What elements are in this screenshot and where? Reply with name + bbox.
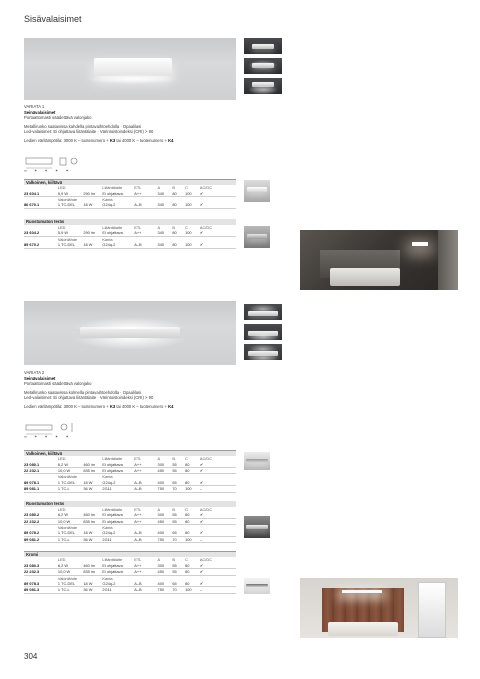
table-cell: 80 xyxy=(185,569,200,575)
product-1-material: Metallirunko saatavissa kahdella pintavaihtoehdolla · Opaalilasi xyxy=(24,123,142,129)
product-code: 89 081.1 xyxy=(24,486,58,492)
table-cell: B xyxy=(172,185,175,191)
table-cell: 80 xyxy=(185,480,200,486)
table-cell: 100 xyxy=(185,486,200,492)
product-2-material: Metallirunko saatavissa kolmella pintavaihtoehdolla · Opaalilasi xyxy=(24,389,142,395)
table-cell: 55 xyxy=(172,512,185,518)
table-cell: C xyxy=(185,185,188,191)
table-cell: ETL xyxy=(134,225,142,230)
table-cell: Ei ohjattava xyxy=(102,512,134,518)
table-row xyxy=(24,536,236,542)
table-cell: 100 xyxy=(185,230,200,236)
product-2-detail-2 xyxy=(244,516,270,538)
table-cell: 750 xyxy=(158,587,173,593)
table-cell: 2G11 xyxy=(102,587,134,593)
product-1-color-temp: Ledien värilämpötila: 3000 K – tuotenumero + K3 tai 4000 K – tuotenumero + K4 xyxy=(24,137,174,143)
table-cell: 300 xyxy=(158,512,173,518)
table-cell: Ei ohjattava xyxy=(102,563,134,569)
table-cell: AC/DC xyxy=(199,506,213,512)
table-cell: 835 lm xyxy=(83,468,102,474)
product-1-desc: Portaattomasti säädettävä valonjako xyxy=(24,115,92,121)
table-cell: 80 xyxy=(172,191,185,197)
finish-band: Valkoinen, kiiltävä xyxy=(24,180,236,186)
product-2-hero-image xyxy=(24,301,236,365)
table-row xyxy=(24,486,236,492)
table-cell: A–B xyxy=(134,202,157,208)
table-cell: Kanta xyxy=(102,474,113,480)
table-cell: 6,2 W xyxy=(58,462,83,468)
table-cell: Kanta xyxy=(102,525,113,531)
table-cell: Liitäntälaite xyxy=(102,225,123,230)
product-2-thumb-3 xyxy=(244,344,282,360)
table-cell: LED xyxy=(57,506,66,512)
table-cell: 750 xyxy=(158,486,173,492)
table-cell: 55 xyxy=(172,569,185,575)
product-code: 89 078.2 xyxy=(24,530,58,536)
table-cell: 55 xyxy=(172,563,185,569)
table-cell: 340 xyxy=(158,230,173,236)
product-2-detail-1 xyxy=(244,452,270,470)
table-cell: Ei ohjattava xyxy=(102,462,134,468)
finish-band: Ruostumaton teräs xyxy=(24,219,236,225)
table-cell: G24q-2 xyxy=(102,581,134,587)
table-cell: AC/DC xyxy=(199,225,213,230)
table-cell: ✔ xyxy=(200,512,236,518)
table-cell: A++ xyxy=(134,468,157,474)
table-cell: A–B xyxy=(134,530,157,536)
table-cell: 400 xyxy=(158,530,173,536)
product-code: 86 670.1 xyxy=(24,202,58,208)
table-cell: Liitäntälaite xyxy=(102,185,123,191)
table-cell: 80 xyxy=(185,581,200,587)
product-code: 23 080.3 xyxy=(24,563,58,569)
table-cell: LED xyxy=(57,225,66,230)
table-cell: 36 W xyxy=(83,587,102,593)
table-cell: LED xyxy=(57,557,66,563)
product-1-led: Led-valaisimet: Ei ohjattava liitäntälaite · Värintoistoindeksi (CRI) > 90 xyxy=(24,129,154,135)
table-cell: 80 xyxy=(185,563,200,569)
product-1-thumb-1 xyxy=(244,38,282,54)
table-cell: ✔ xyxy=(200,191,236,197)
wall-lamp-glow-top xyxy=(72,317,188,329)
product-1-name: VARIATA 1 xyxy=(24,104,45,109)
table-cell: AC/DC xyxy=(199,557,213,563)
table-cell: B xyxy=(172,456,175,462)
table-cell: Liitäntälaite xyxy=(102,557,123,563)
table-cell: A–B xyxy=(134,536,157,542)
table-cell: ✔ xyxy=(200,230,236,236)
table-cell: 55 xyxy=(172,518,185,524)
product-code: 89 081.2 xyxy=(24,536,58,542)
product-2-thumb-2 xyxy=(244,324,282,340)
table-cell: A–B xyxy=(134,242,157,248)
table-cell: ✔ xyxy=(200,462,236,468)
table-cell: 100 xyxy=(185,202,200,208)
table-cell: ETL xyxy=(134,506,142,512)
product-code: 23 604.2 xyxy=(24,230,58,236)
table-cell: A xyxy=(157,506,161,512)
table-cell: 835 lm xyxy=(83,569,102,575)
table-cell: Ei ohjattava xyxy=(102,230,134,236)
product-2-thumb-1 xyxy=(244,304,282,320)
product-1-spec-tables xyxy=(24,179,236,249)
table-cell: 18 W xyxy=(83,202,102,208)
table-cell: 290 lm xyxy=(83,230,102,236)
table-cell: 80 xyxy=(185,462,200,468)
table-cell: AC/DC xyxy=(199,185,213,191)
table-cell: 80 xyxy=(185,518,200,524)
product-1-description xyxy=(24,104,174,144)
finish-band: Ruostumaton teräs xyxy=(24,501,236,507)
table-cell: A++ xyxy=(134,569,157,575)
table-cell: 80 xyxy=(185,468,200,474)
spec-table xyxy=(24,557,236,593)
finish-band: Kromi xyxy=(24,552,236,558)
table-cell: 100 xyxy=(185,587,200,593)
table-row xyxy=(24,202,236,208)
wall-lamp-glow-bottom xyxy=(72,338,188,350)
table-cell: – xyxy=(200,587,236,593)
table-cell: LED xyxy=(57,456,66,462)
product-code: 22 232.2 xyxy=(24,518,58,524)
table-cell: – xyxy=(200,536,236,542)
table-cell: A xyxy=(157,225,161,230)
wall-lamp-light xyxy=(86,74,180,84)
table-cell: ETL xyxy=(134,456,142,462)
table-cell: 340 xyxy=(158,191,173,197)
table-cell: ✔ xyxy=(200,530,236,536)
product-2-desc: Portaattomasti säädettävä valonjako xyxy=(24,381,92,387)
table-cell: 65 xyxy=(172,581,185,587)
table-cell: 300 xyxy=(158,563,173,569)
product-2-color-temp: Ledien värilämpötila: 3000 K – tuotenumero + K3 tai 4000 K – tuotenumero + K4 xyxy=(24,403,174,409)
table-cell: ✔ xyxy=(200,468,236,474)
table-cell: 1 TC-L xyxy=(58,536,83,542)
product-code: 89 078.1 xyxy=(24,480,58,486)
table-cell: A–B xyxy=(134,486,157,492)
table-cell: 450 xyxy=(158,518,173,524)
table-cell: 400 xyxy=(158,581,173,587)
product-2-legend-symbols: ∞ ✶ ✶ ✶ ✶ xyxy=(24,434,72,439)
product-code: 22 232.1 xyxy=(24,468,58,474)
table-cell: 70 xyxy=(172,536,185,542)
product-2-detail-3 xyxy=(244,578,270,594)
product-code: 89 078.3 xyxy=(24,581,58,587)
table-cell: 80 xyxy=(185,512,200,518)
spec-table xyxy=(24,225,236,249)
table-cell: C xyxy=(185,456,188,462)
product-1-type: Seinävalaisimet xyxy=(24,109,56,115)
table-cell: AC/DC xyxy=(199,456,213,462)
table-cell: – xyxy=(200,486,236,492)
product-1-thumb-2 xyxy=(244,58,282,74)
table-cell: A++ xyxy=(134,563,157,569)
product-1-thumb-3 xyxy=(244,78,282,94)
product-2-type: Seinävalaisimet xyxy=(24,375,56,381)
product-1-hero-image xyxy=(24,38,236,100)
page-title: Sisävalaisimet xyxy=(24,14,82,24)
product-2-description xyxy=(24,370,174,410)
table-cell: Kanta xyxy=(102,575,113,581)
table-cell: B xyxy=(172,225,175,230)
table-cell: 70 xyxy=(172,587,185,593)
table-cell: Ei ohjattava xyxy=(102,191,134,197)
table-cell: 80 xyxy=(172,242,185,248)
table-cell: 18 W xyxy=(83,480,102,486)
table-cell: 10,0 W xyxy=(58,569,83,575)
table-cell: Valonlähde xyxy=(57,474,78,480)
table-cell: A++ xyxy=(134,518,157,524)
table-row xyxy=(24,242,236,248)
table-cell: ETL xyxy=(134,557,142,563)
product-code: 89 081.3 xyxy=(24,587,58,593)
table-cell: 10,0 W xyxy=(58,518,83,524)
product-1-detail-2 xyxy=(244,226,270,248)
table-row xyxy=(24,587,236,593)
table-cell: A++ xyxy=(134,230,157,236)
product-1-room-photo xyxy=(300,230,458,290)
table-cell: A xyxy=(157,456,161,462)
product-code: 23 604.1 xyxy=(24,191,58,197)
table-cell: 70 xyxy=(172,486,185,492)
table-cell: 80 xyxy=(172,202,185,208)
table-cell: 80 xyxy=(172,230,185,236)
table-cell: 6,2 W xyxy=(58,512,83,518)
table-cell: A++ xyxy=(134,191,157,197)
table-cell: 100 xyxy=(185,536,200,542)
table-cell: 18 W xyxy=(83,242,102,248)
table-cell: 100 xyxy=(185,191,200,197)
table-cell: 300 xyxy=(158,462,173,468)
table-cell: 290 lm xyxy=(83,191,102,197)
table-cell: 6,2 W xyxy=(58,563,83,569)
table-cell: 55 xyxy=(172,468,185,474)
table-cell: Ei ohjattava xyxy=(102,569,134,575)
table-cell: 18 W xyxy=(83,581,102,587)
table-cell: ETL xyxy=(134,185,142,191)
table-cell: 750 xyxy=(158,536,173,542)
table-cell: ✔ xyxy=(200,202,236,208)
page-number: 304 xyxy=(24,652,38,661)
table-cell: 1 TC-DEL xyxy=(58,530,83,536)
finish-band: Valkoinen, kiiltävä xyxy=(24,451,236,457)
table-cell: Kanta xyxy=(102,197,113,202)
table-cell: ✔ xyxy=(200,581,236,587)
table-cell: 1 TC-DEL xyxy=(58,242,83,248)
table-cell: ✔ xyxy=(200,480,236,486)
product-2-name: VARIATA 2 xyxy=(24,370,45,375)
table-cell: A–B xyxy=(134,587,157,593)
table-cell: 460 lm xyxy=(83,512,102,518)
table-cell: 1 TC-DEL xyxy=(58,202,83,208)
spec-table xyxy=(24,507,236,543)
table-cell: ✔ xyxy=(200,563,236,569)
product-code: 22 232.3 xyxy=(24,569,58,575)
table-cell: 55 xyxy=(172,462,185,468)
table-cell: 65 xyxy=(172,480,185,486)
product-1-detail-1 xyxy=(244,180,270,202)
table-cell: Valonlähde xyxy=(57,575,78,581)
table-cell: Liitäntälaite xyxy=(102,506,123,512)
product-code: 23 080.2 xyxy=(24,512,58,518)
table-cell: 2G11 xyxy=(102,536,134,542)
table-cell: 340 xyxy=(158,242,173,248)
table-cell: 100 xyxy=(185,242,200,248)
table-cell: ✔ xyxy=(200,242,236,248)
table-cell: 450 xyxy=(158,569,173,575)
table-cell: Valonlähde xyxy=(57,197,78,202)
table-cell: 340 xyxy=(158,202,173,208)
table-cell: LED xyxy=(57,185,66,191)
table-cell: Ei ohjattava xyxy=(102,468,134,474)
table-cell: 460 lm xyxy=(83,563,102,569)
table-cell: ✔ xyxy=(200,569,236,575)
table-cell: 400 xyxy=(158,480,173,486)
table-cell: C xyxy=(185,557,188,563)
table-cell: 65 xyxy=(172,530,185,536)
table-cell: A++ xyxy=(134,462,157,468)
table-cell: 1 TC-L xyxy=(58,486,83,492)
table-cell: 450 xyxy=(158,468,173,474)
table-cell: 18 W xyxy=(83,530,102,536)
table-cell: Ei ohjattava xyxy=(102,518,134,524)
table-cell: 80 xyxy=(185,530,200,536)
product-2-spec-tables xyxy=(24,450,236,594)
table-cell: 2G11 xyxy=(102,486,134,492)
table-cell: 1 TC-DEL xyxy=(58,581,83,587)
product-code: 23 080.1 xyxy=(24,462,58,468)
table-cell: 835 lm xyxy=(83,518,102,524)
table-cell: Valonlähde xyxy=(57,525,78,531)
product-code: 89 670.2 xyxy=(24,242,58,248)
spec-table xyxy=(24,456,236,492)
table-cell: A++ xyxy=(134,512,157,518)
table-cell: C xyxy=(185,506,188,512)
table-cell: G24q-2 xyxy=(102,202,134,208)
product-2-room-photo xyxy=(300,578,458,638)
table-cell: A–B xyxy=(134,480,157,486)
table-cell: 460 lm xyxy=(83,462,102,468)
table-cell: Liitäntälaite xyxy=(102,456,123,462)
spec-table xyxy=(24,185,236,209)
product-2-led: Led-valaisimet: Ei ohjattava liitäntälaite · Värintoistoindeksi (CRI) > 90 xyxy=(24,395,154,401)
table-cell: 5,9 W xyxy=(58,230,83,236)
table-cell: B xyxy=(172,506,175,512)
product-1-legend-symbols: ∞ ✶ ✶ ✶ ✶ xyxy=(24,168,72,173)
table-cell: A xyxy=(157,557,161,563)
table-cell: G24q-2 xyxy=(102,242,134,248)
table-cell: 36 W xyxy=(83,536,102,542)
table-cell: ✔ xyxy=(200,518,236,524)
table-cell: G24q-2 xyxy=(102,480,134,486)
table-cell: 1 TC-DEL xyxy=(58,480,83,486)
table-cell: Valonlähde xyxy=(57,236,78,242)
table-cell: G24q-2 xyxy=(102,530,134,536)
table-cell: 36 W xyxy=(83,486,102,492)
table-cell: B xyxy=(172,557,175,563)
table-cell: 1 TC-L xyxy=(58,587,83,593)
table-cell: 5,9 W xyxy=(58,191,83,197)
table-cell: Kanta xyxy=(102,236,113,242)
table-cell: 10,0 W xyxy=(58,468,83,474)
table-cell: C xyxy=(185,225,188,230)
table-cell: A xyxy=(157,185,161,191)
table-cell: A–B xyxy=(134,581,157,587)
